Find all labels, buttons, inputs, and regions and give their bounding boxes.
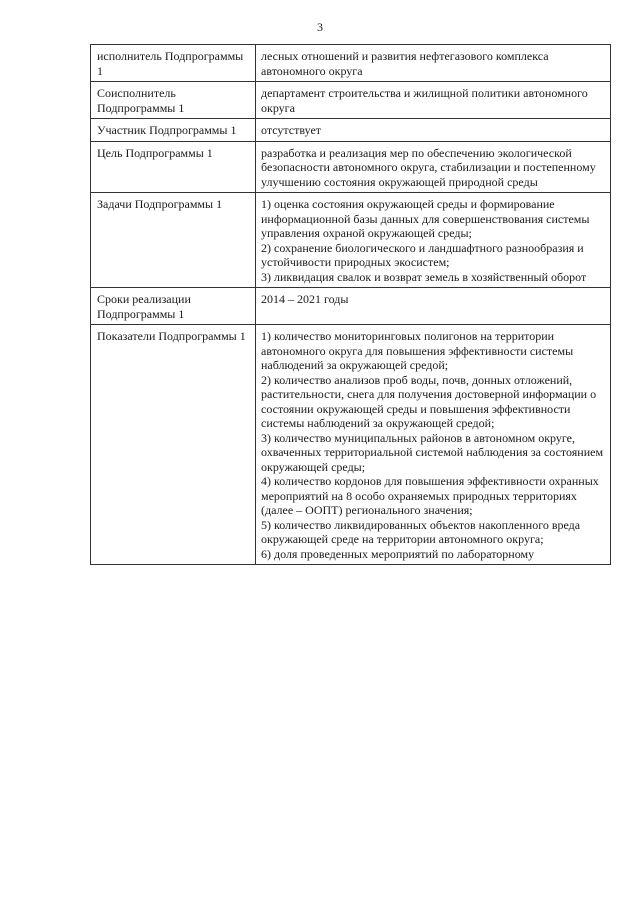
table-row-goal xyxy=(91,141,611,193)
table-row-executor xyxy=(91,45,611,82)
row-value xyxy=(256,119,611,142)
row-value xyxy=(256,45,611,82)
value-line: 2) количество анализов проб воды, почв, донных отложений, растительности, снега для получения достоверной информации о состоянии окружающей среды и повышения эффективности системы наблюдений за окружающей средой; xyxy=(261,372,597,430)
value-line: 2014 – 2021 годы xyxy=(261,292,349,306)
row-value xyxy=(256,288,611,325)
value-line: 1) оценка состояния окружающей среды и формирование информационной базы данных для совершенствования системы управления охраной окружающей среды; xyxy=(261,197,590,240)
row-value xyxy=(256,82,611,119)
row-label: Показатели Подпрограммы 1 xyxy=(91,325,256,565)
value-line: 1) количество мониторинговых полигонов на территории автономного округа для повышения эффективности системы наблюдений за окружающей средой; xyxy=(261,329,574,372)
table-row-indicators xyxy=(91,325,611,565)
row-value xyxy=(256,141,611,193)
page-number: 3 xyxy=(317,20,323,34)
row-label: Цель Подпрограммы 1 xyxy=(91,141,256,193)
value-line: 6) доля проведенных мероприятий по лабораторному xyxy=(261,546,535,561)
subprogram-passport-table xyxy=(90,44,611,565)
table-row-participant xyxy=(91,119,611,142)
row-label: Соисполнитель Подпрограммы 1 xyxy=(91,82,256,119)
row-label: исполнитель Подпрограммы 1 xyxy=(91,45,256,82)
value-line: 4) количество кордонов для повышения эффективности охранных мероприятий на 8 особо охраняемых природных территориях (далее – ООПТ) регионального значения; xyxy=(261,474,599,517)
row-label: Участник Подпрограммы 1 xyxy=(91,119,256,142)
table-row-tasks xyxy=(91,193,611,288)
value-line: департамент строительства и жилищной политики автономного округа xyxy=(261,86,588,115)
row-value xyxy=(256,193,611,288)
value-line: 3) ликвидация свалок и возврат земель в хозяйственный оборот xyxy=(261,269,587,284)
row-value xyxy=(256,325,611,565)
row-label: Сроки реализации Подпрограммы 1 xyxy=(91,288,256,325)
value-line: разработка и реализация мер по обеспечению экологической безопасности автономного округа, стабилизации и постепенному улучшению состояния окружающей природной среды xyxy=(261,145,596,189)
value-line: 5) количество ликвидированных объектов накопленного вреда окружающей среде на территории автономного округа; xyxy=(261,517,581,546)
value-line: 2) сохранение биологического и ландшафтного разнообразия и устойчивости природных экосистем; xyxy=(261,240,584,269)
value-line: лесных отношений и развития нефтегазового комплекса автономного округа xyxy=(261,49,549,78)
row-label: Задачи Подпрограммы 1 xyxy=(91,193,256,288)
table-row-co-executor xyxy=(91,82,611,119)
table-row-timeline xyxy=(91,288,611,325)
value-line: 3) количество муниципальных районов в автономном округе, охваченных территориальной системой наблюдения за состоянием окружающей среды; xyxy=(261,430,604,474)
value-line: отсутствует xyxy=(261,123,322,137)
